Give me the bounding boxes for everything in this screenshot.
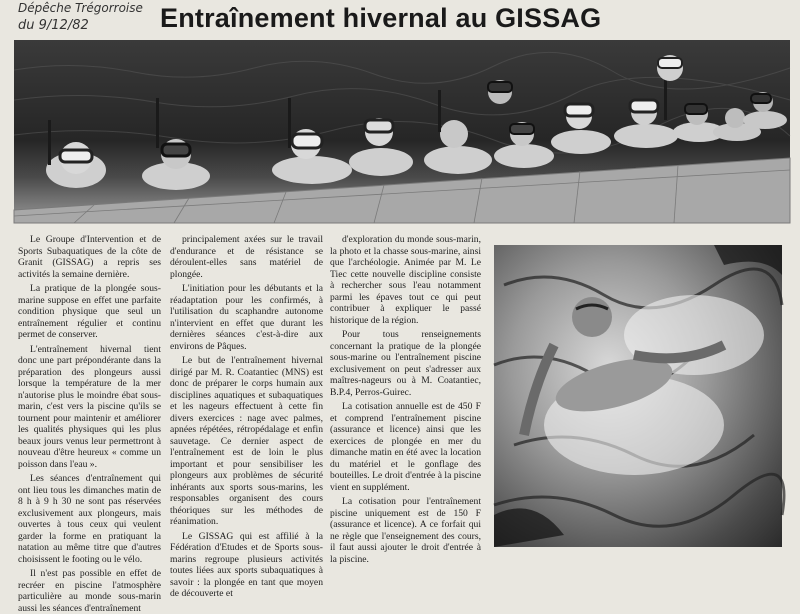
- paragraph: principalement axées sur le travail d'endurance et de résistance se déroulent-elles sans matériel de plongée.: [170, 234, 323, 280]
- paragraph: L'initiation pour les débutants et la réadaptation pour les confirmés, à l'utilisation du scaphandre autonome n'intervient en effet que durant les dernières séances c'est-à-dire aux environs de Pâques.: [170, 283, 323, 352]
- paragraph: L'entraînement hivernal tient donc une part prépondérante dans la préparation des plongeurs aussi lorsque la température de la mer n'autorise plus le moindre ébat sous-marin, c'est vers la piscine qu'ils se tournent pour maintenir et améliorer les qualités physiques qui les plus beaux jours venus leur permettront à nouveau d'être heureux « comme un poisson dans l'eau ».: [18, 343, 161, 470]
- paragraph: Les séances d'entraînement qui ont lieu tous les dimanches matin de 8 h à 9 h 30 ne sont pas réservées exclusivement aux plongeurs, mais ouvertes à tous ceux qui veulent garder la forme en pratiquant la natation au même titre que d'autres choisissent le footing ou le vélo.: [18, 473, 161, 565]
- paragraph: Le GISSAG qui est affilié à la Fédération d'Etudes et de Sports sous-marins regroupe plusieurs activités toutes liées aux sports subaquatiques à savoir : la plongée en tant que moyen de découverte et: [170, 530, 323, 599]
- side-photo: [494, 245, 782, 547]
- article-column-2: [170, 234, 323, 599]
- paragraph: La cotisation annuelle est de 450 F et comprend l'entraînement piscine (assurance et licence) ainsi que les exercices de plongée en mer du dimanche matin en été avec la location du matériel et le gonflage des bouteilles. Le droit d'entrée à la piscine vient en supplément.: [330, 401, 481, 493]
- paragraph: Le Groupe d'Intervention et de Sports Subaquatiques de la côte de Granit (GISSAG) a repris ses activités la semaine dernière.: [18, 234, 161, 280]
- publication-name: Dépêche Trégorroise: [18, 1, 143, 15]
- main-photo: [14, 40, 790, 223]
- divers-pool-illustration: [14, 40, 790, 223]
- headline: Entraînement hivernal au GISSAG: [160, 3, 602, 33]
- paragraph: d'exploration du monde sous-marin, la photo et la chasse sous-marine, ainsi que l'archéologie. Animée par M. Le Tiec cette nouvelle discipline consiste à rechercher sous l'eau notamment parmi les épaves tout ce qui peut contribuer à expliquer le passé historique de la région.: [330, 234, 481, 326]
- swimmer-illustration: [494, 245, 782, 547]
- article-column-3: [330, 234, 481, 565]
- article-column-1: [18, 234, 161, 614]
- paragraph: Il n'est pas possible en effet de recréer en piscine l'atmosphère particulière au monde sous-marin aussi les séances d'entraînement: [18, 568, 161, 614]
- publication-date: du 9/12/82: [18, 18, 89, 33]
- paragraph: La cotisation pour l'entraînement piscine uniquement est de 150 F (assurance et licence). A ce forfait qui ne règle que l'enseignement des cours, il faut aussi ajouter le droit d'entrée à la piscine.: [330, 496, 481, 565]
- source-annotation: [18, 0, 158, 38]
- paragraph: Le but de l'entraînement hivernal dirigé par M. R. Coatantiec (MNS) est donc de préparer le corps humain aux disciplines aquatiques et subaquatiques et les nageurs effectuent à cette fin divers exercices : nage avec palmes, apnées répétées, rétropédalage et enfin sauvetage. Ce dernier aspect de l'entraînement est de loin le plus important et pour sensibiliser les plongeurs aux problèmes de sécurité inhérants aux sports sous-marins, les responsables organisent des cours théoriques sur les méthodes de réanimation.: [170, 355, 323, 527]
- paragraph: La pratique de la plongée sous-marine suppose en effet une parfaite condition physique que seul un entraînement régulier et continu permet de conserver.: [18, 283, 161, 340]
- paragraph: Pour tous renseignements concernant la pratique de la plongée sous-marine ou l'entraînement piscine exclusivement on peut s'adresser aux maîtres-nageurs ou à M. Coatantiec, B.P.4, Perros-Guirec.: [330, 329, 481, 398]
